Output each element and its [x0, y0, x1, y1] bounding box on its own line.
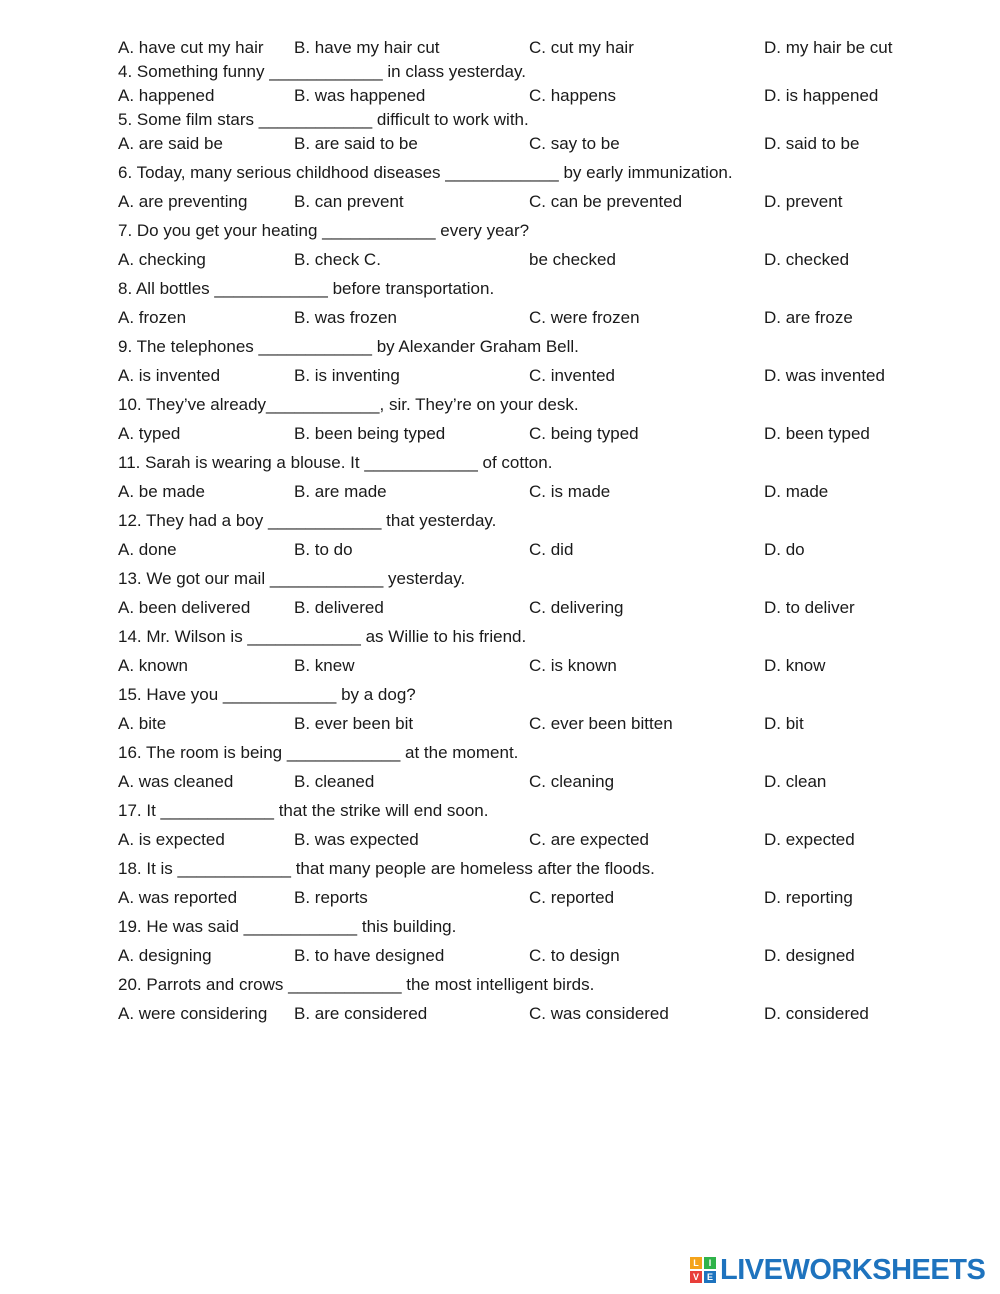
question-stem: 11. Sarah is wearing a blouse. It ____________ of cotton.: [118, 453, 553, 472]
question-text: [118, 567, 978, 591]
options-row: [118, 306, 978, 330]
option-d[interactable]: D. considered: [764, 1004, 869, 1023]
option-d[interactable]: D. been typed: [764, 424, 870, 443]
question-text: [118, 915, 978, 939]
option-b[interactable]: B. are said to be: [294, 134, 418, 153]
option-a[interactable]: A. checking: [118, 250, 206, 269]
option-c[interactable]: C. did: [529, 540, 574, 559]
question-text: [118, 161, 978, 185]
question-stem: 5. Some film stars ____________ difficult to work with.: [118, 110, 529, 129]
question-stem: 16. The room is being ____________ at the moment.: [118, 743, 519, 762]
option-d[interactable]: D. bit: [764, 714, 804, 733]
option-d[interactable]: D. reporting: [764, 888, 853, 907]
option-b[interactable]: B. was happened: [294, 86, 426, 105]
options-row: [118, 944, 978, 968]
question-text: [118, 451, 978, 475]
option-c[interactable]: C. to design: [529, 946, 620, 965]
option-a[interactable]: A. known: [118, 656, 188, 675]
option-d[interactable]: D. to deliver: [764, 598, 855, 617]
question-text: [118, 683, 978, 707]
logo-tile-v: V: [690, 1271, 702, 1283]
logo-tile-e: E: [704, 1271, 716, 1283]
question-text: [118, 509, 978, 533]
options-row-q3: [118, 36, 978, 60]
option-a[interactable]: A. typed: [118, 424, 181, 443]
option-d[interactable]: D. my hair be cut: [764, 38, 893, 57]
option-c[interactable]: C. was considered: [529, 1004, 669, 1023]
worksheet: [118, 36, 978, 1026]
question-stem: 20. Parrots and crows ____________ the most intelligent birds.: [118, 975, 595, 994]
option-d[interactable]: D. expected: [764, 830, 855, 849]
option-b[interactable]: B. can prevent: [294, 192, 404, 211]
option-a[interactable]: A. were considering: [118, 1004, 268, 1023]
option-c[interactable]: C. is known: [529, 656, 617, 675]
option-b[interactable]: B. cleaned: [294, 772, 375, 791]
option-b[interactable]: B. are made: [294, 482, 387, 501]
option-c[interactable]: be checked: [529, 250, 616, 269]
option-b[interactable]: B. check C.: [294, 250, 381, 269]
option-c[interactable]: C. ever been bitten: [529, 714, 673, 733]
question-text: [118, 857, 978, 881]
option-b[interactable]: B. reports: [294, 888, 368, 907]
option-b[interactable]: B. ever been bit: [294, 714, 414, 733]
logo-tiles-icon: [690, 1257, 716, 1283]
option-a[interactable]: A. is invented: [118, 366, 221, 385]
liveworksheets-logo: [690, 1252, 985, 1288]
option-a[interactable]: A. be made: [118, 482, 205, 501]
option-b[interactable]: B. was expected: [294, 830, 419, 849]
options-row: [118, 654, 978, 678]
options-row: [118, 712, 978, 736]
question-text: [118, 799, 978, 823]
option-a[interactable]: A. been delivered: [118, 598, 251, 617]
option-c[interactable]: C. being typed: [529, 424, 639, 443]
options-row: [118, 480, 978, 504]
option-b[interactable]: B. was frozen: [294, 308, 397, 327]
option-c[interactable]: C. were frozen: [529, 308, 640, 327]
option-a[interactable]: A. done: [118, 540, 177, 559]
options-row: [118, 596, 978, 620]
option-c[interactable]: C. cleaning: [529, 772, 615, 791]
option-c[interactable]: C. can be prevented: [529, 192, 683, 211]
option-d[interactable]: D. clean: [764, 772, 827, 791]
options-row: [118, 538, 978, 562]
option-a[interactable]: A. happened: [118, 86, 215, 105]
question-text: [118, 335, 978, 359]
option-c[interactable]: C. happens: [529, 86, 616, 105]
question-stem: 8. All bottles ____________ before transportation.: [118, 279, 495, 298]
question-stem: 19. He was said ____________ this building.: [118, 917, 457, 936]
option-a[interactable]: A. have cut my hair: [118, 38, 264, 57]
option-d[interactable]: D. was invented: [764, 366, 885, 385]
option-d[interactable]: D. prevent: [764, 192, 843, 211]
option-b[interactable]: B. are considered: [294, 1004, 428, 1023]
option-d[interactable]: D. do: [764, 540, 805, 559]
question-text: [118, 60, 978, 84]
options-row: [118, 132, 978, 156]
option-a[interactable]: A. are said be: [118, 134, 223, 153]
question-stem: 13. We got our mail ____________ yesterday.: [118, 569, 466, 588]
question-stem: 6. Today, many serious childhood diseases ____________ by early immunization.: [118, 163, 733, 182]
option-d[interactable]: D. know: [764, 656, 826, 675]
question-stem: 18. It is ____________ that many people are homeless after the floods.: [118, 859, 655, 878]
option-a[interactable]: A. are preventing: [118, 192, 248, 211]
option-a[interactable]: A. bite: [118, 714, 167, 733]
question-text: [118, 277, 978, 301]
option-c[interactable]: C. cut my hair: [529, 38, 634, 57]
option-c[interactable]: C. say to be: [529, 134, 620, 153]
option-d[interactable]: D. designed: [764, 946, 855, 965]
option-c[interactable]: C. is made: [529, 482, 611, 501]
option-d[interactable]: D. checked: [764, 250, 850, 269]
option-c[interactable]: C. reported: [529, 888, 615, 907]
options-row: [118, 84, 978, 108]
question-list: [118, 60, 978, 1026]
option-b[interactable]: B. have my hair cut: [294, 38, 440, 57]
options-row: [118, 828, 978, 852]
option-a[interactable]: A. was reported: [118, 888, 238, 907]
option-a[interactable]: A. was cleaned: [118, 772, 234, 791]
question-stem: 4. Something funny ____________ in class yesterday.: [118, 62, 526, 81]
options-row: [118, 1002, 978, 1026]
option-c[interactable]: C. invented: [529, 366, 615, 385]
logo-tile-l: L: [690, 1257, 702, 1269]
option-a[interactable]: A. designing: [118, 946, 212, 965]
question-stem: 17. It ____________ that the strike will end soon.: [118, 801, 489, 820]
option-b[interactable]: B. been being typed: [294, 424, 446, 443]
option-a[interactable]: A. is expected: [118, 830, 225, 849]
options-row: [118, 248, 978, 272]
option-c[interactable]: C. are expected: [529, 830, 650, 849]
option-a[interactable]: A. frozen: [118, 308, 187, 327]
option-d[interactable]: D. are froze: [764, 308, 853, 327]
option-b[interactable]: B. delivered: [294, 598, 384, 617]
question-stem: 7. Do you get your heating ____________ every year?: [118, 221, 530, 240]
logo-tile-i: I: [704, 1257, 716, 1269]
option-d[interactable]: D. made: [764, 482, 829, 501]
question-stem: 9. The telephones ____________ by Alexander Graham Bell.: [118, 337, 579, 356]
question-text: [118, 393, 978, 417]
logo-text: LIVEWORKSHEETS: [720, 1253, 986, 1286]
option-b[interactable]: B. is inventing: [294, 366, 400, 385]
question-stem: 15. Have you ____________ by a dog?: [118, 685, 416, 704]
option-c[interactable]: C. delivering: [529, 598, 624, 617]
question-text: [118, 219, 978, 243]
question-stem: 12. They had a boy ____________ that yesterday.: [118, 511, 497, 530]
question-text: [118, 741, 978, 765]
option-d[interactable]: D. is happened: [764, 86, 879, 105]
options-row: [118, 364, 978, 388]
question-text: [118, 108, 978, 132]
option-d[interactable]: D. said to be: [764, 134, 860, 153]
question-stem: 14. Mr. Wilson is ____________ as Willie to his friend.: [118, 627, 527, 646]
options-row: [118, 770, 978, 794]
question-stem: 10. They’ve already____________, sir. They’re on your desk.: [118, 395, 579, 414]
options-row: [118, 886, 978, 910]
option-b[interactable]: B. to do: [294, 540, 353, 559]
options-row: [118, 422, 978, 446]
question-text: [118, 625, 978, 649]
option-b[interactable]: B. knew: [294, 656, 355, 675]
option-b[interactable]: B. to have designed: [294, 946, 445, 965]
question-text: [118, 973, 978, 997]
options-row: [118, 190, 978, 214]
